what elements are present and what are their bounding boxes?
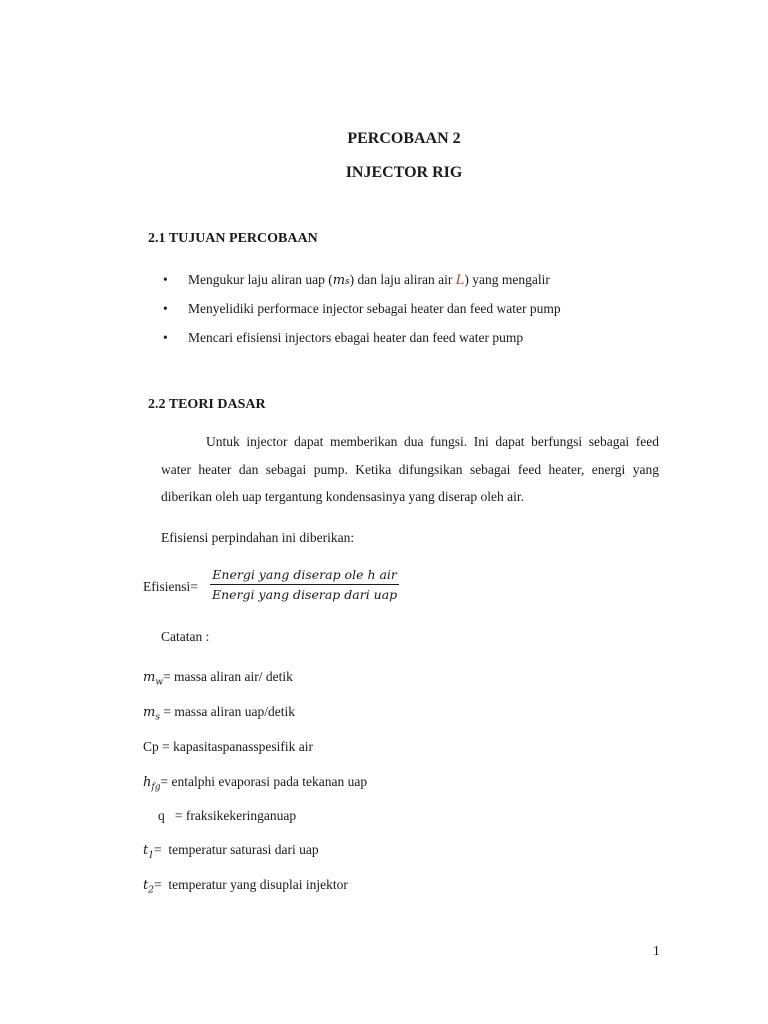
theory-paragraph: Untuk injector dapat memberikan dua fungsi. Ini dapat berfungsi sebagai feed water heater dan sebagai pump. Ketika difungsikan sebagai feed heater, energi yang diberikan oleh uap tergantung kondensasinya yang diserap oleh air. [161,434,659,504]
document-title: PERCOBAAN 2 [347,130,461,147]
definition-row: $m_s$ = massa aliran uap/detik [143,704,296,723]
definition-row: $t_1=$ temperatur saturasi dari uap [143,842,319,861]
bullet-icon: • [163,272,168,287]
efficiency-fraction [210,567,399,602]
document-subtitle: INJECTOR RIG [345,164,463,181]
definition-symbol: $m_s$ [143,705,160,723]
mass-flow-symbol: ms [332,273,350,288]
list-item [163,330,523,346]
bullet-icon: • [163,330,168,345]
fraction-numerator: Energi yang diserap ole h air [212,567,397,582]
definition-row: Cp = kapasitaspanasspesifik air [143,739,313,754]
section-heading-teori: 2.2 TEORI DASAR [148,397,266,412]
fraction-denominator: Energi yang diserap dari uap [212,587,398,602]
list-item-text: Menyelidiki performace injector sebagai heater dan feed water pump [188,301,561,316]
definition-row: $t_2=$ temperatur yang disuplai injektor [143,877,348,896]
water-flow-symbol: L [455,273,465,288]
list-item-text: Mengukur laju aliran uap (ms) dan laju aliran air L) yang mengalir [188,272,550,288]
formula-intro: Efisiensi perpindahan ini diberikan: [161,530,355,545]
list-item-text: Mencari efisiensi injectors ebagai heater dan feed water pump [188,330,524,345]
definition-symbol: $t_1$ [143,843,154,861]
bullet-icon: • [163,301,168,316]
fraction-bar [210,584,399,585]
list-item [163,272,550,288]
definition-symbol: $t_2$ [143,878,154,896]
list-item [163,301,561,317]
formula-lhs: Efisiensi= [143,579,198,594]
section-heading-tujuan: 2.1 TUJUAN PERCOBAAN [148,231,318,246]
page-number: 1 [653,943,660,958]
note-label: Catatan : [161,629,210,644]
definition-row: $m_w=$ massa aliran air/ detik [143,669,293,688]
definition-row: $h_{fg}=$ entalphi evaporasi pada tekanan uap [143,774,368,793]
definition-symbol: $h_{fg}$ [143,775,161,793]
definition-row: q = fraksikekeringanuap [158,808,297,823]
definition-symbol: $m_w$ [143,670,164,688]
